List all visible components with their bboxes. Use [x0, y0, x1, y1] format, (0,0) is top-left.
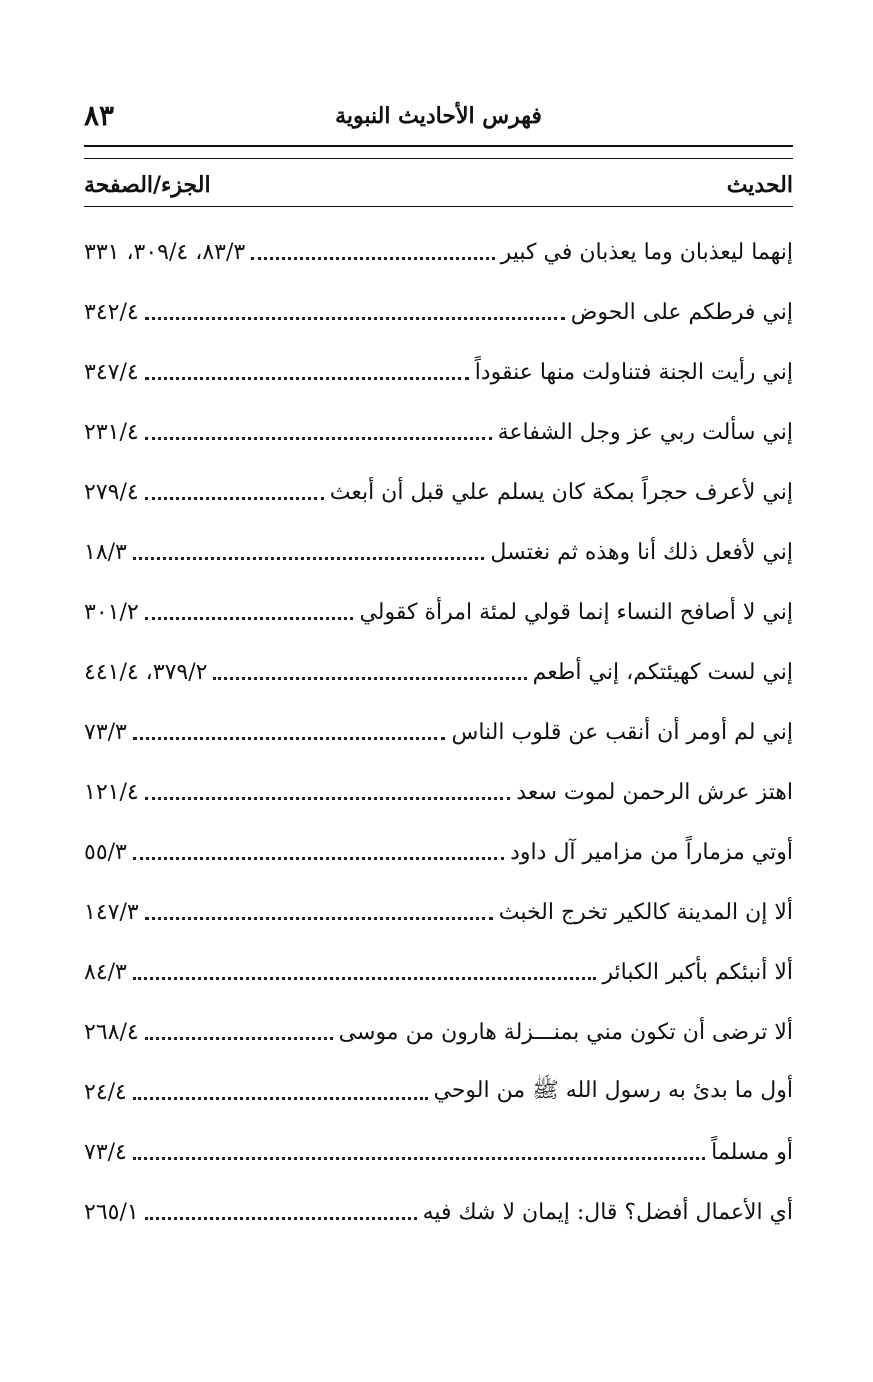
page-number: ٨٣ — [84, 99, 115, 132]
dot-leader — [133, 977, 597, 980]
index-entry — [84, 1122, 793, 1182]
hadith-text: ألا ترضى أن تكون مني بمنـــزلة هارون من موسى — [338, 1019, 793, 1045]
hadith-text: اهتز عرش الرحمن لموت سعد — [516, 779, 793, 805]
column-headers — [84, 166, 793, 204]
volume-page-ref: ٧٣/٤ — [84, 1139, 127, 1165]
index-entry — [84, 882, 793, 942]
index-entry — [84, 462, 793, 522]
dot-leader — [133, 1097, 428, 1100]
index-entry — [84, 762, 793, 822]
hadith-text: إني لأفعل ذلك أنا وهذه ثم نغتسل — [490, 539, 793, 565]
dot-leader — [145, 317, 565, 320]
header-rule-thin — [84, 158, 793, 159]
page-header — [84, 96, 793, 136]
hadith-index-list — [84, 222, 793, 1242]
volume-page-ref: ١٢١/٤ — [84, 779, 139, 805]
index-entry — [84, 282, 793, 342]
hadith-text: أوتي مزماراً من مزامير آل داود — [510, 839, 793, 865]
hadith-text: إنهما ليعذبان وما يعذبان في كبير — [500, 239, 793, 265]
dot-leader — [145, 1037, 333, 1040]
hadith-text: إني لم أومر أن أنقب عن قلوب الناس — [451, 719, 793, 745]
volume-page-ref: ٢٦٥/١ — [84, 1199, 139, 1225]
index-entry — [84, 342, 793, 402]
index-entry — [84, 942, 793, 1002]
column-header-volume-page: الجزء/الصفحة — [84, 172, 211, 198]
index-entry — [84, 222, 793, 282]
index-entry — [84, 1062, 793, 1122]
volume-page-ref: ١٤٧/٣ — [84, 899, 139, 925]
dot-leader — [145, 497, 324, 500]
volume-page-ref: ٨٤/٣ — [84, 959, 127, 985]
hadith-text: أو مسلماً — [711, 1139, 793, 1165]
dot-leader — [133, 1157, 705, 1160]
volume-page-ref: ٢٧٩/٤ — [84, 479, 139, 505]
volume-page-ref: ٣٤٧/٤ — [84, 359, 139, 385]
page-title: فهرس الأحاديث النبوية — [335, 103, 542, 129]
dot-leader — [133, 857, 504, 860]
hadith-text: أول ما بدئ به رسول الله ﷺ من الوحي — [433, 1078, 793, 1103]
dot-leader — [251, 257, 494, 260]
dot-leader — [213, 677, 526, 680]
volume-page-ref: ١٨/٣ — [84, 539, 127, 565]
volume-page-ref: ٢٣١/٤ — [84, 419, 139, 445]
dot-leader — [133, 737, 446, 740]
dot-leader — [145, 437, 492, 440]
index-entry — [84, 1182, 793, 1242]
hadith-text: ألا إن المدينة كالكير تخرج الخبث — [498, 899, 793, 925]
index-entry — [84, 702, 793, 762]
dot-leader — [145, 1217, 417, 1220]
hadith-text: إني فرطكم على الحوض — [570, 299, 793, 325]
dot-leader — [145, 797, 511, 800]
hadith-text: ألا أنبئكم بأكبر الكبائر — [602, 959, 793, 985]
index-entry — [84, 522, 793, 582]
header-rule-thick — [84, 145, 793, 147]
hadith-text: أي الأعمال أفضل؟ قال: إيمان لا شك فيه — [422, 1199, 793, 1225]
hadith-text: إني سألت ربي عز وجل الشفاعة — [497, 419, 793, 445]
dot-leader — [133, 557, 485, 560]
index-entry — [84, 642, 793, 702]
index-entry — [84, 822, 793, 882]
column-header-rule — [84, 206, 793, 207]
volume-page-ref: ٨٣/٣، ٣٠٩/٤، ٣٣١ — [84, 239, 246, 265]
index-entry — [84, 402, 793, 462]
hadith-text: إني لا أصافح النساء إنما قولي لمئة امرأة كقولي — [359, 599, 793, 625]
index-entry — [84, 1002, 793, 1062]
volume-page-ref: ٣٠١/٢ — [84, 599, 139, 625]
volume-page-ref: ٢٦٨/٤ — [84, 1019, 139, 1045]
column-header-hadith: الحديث — [726, 172, 793, 198]
hadith-text: إني رأيت الجنة فتناولت منها عنقوداً — [474, 359, 793, 385]
hadith-text: إني لأعرف حجراً بمكة كان يسلم علي قبل أن أبعث — [329, 479, 793, 505]
volume-page-ref: ٥٥/٣ — [84, 839, 127, 865]
index-entry — [84, 582, 793, 642]
volume-page-ref: ٣٧٩/٢، ٤٤١/٤ — [84, 659, 208, 685]
volume-page-ref: ٣٤٢/٤ — [84, 299, 139, 325]
dot-leader — [145, 917, 493, 920]
hadith-text: إني لست كهيئتكم، إني أطعم — [532, 659, 793, 685]
volume-page-ref: ٧٣/٣ — [84, 719, 127, 745]
volume-page-ref: ٢٤/٤ — [84, 1079, 127, 1105]
dot-leader — [145, 377, 469, 380]
dot-leader — [145, 617, 354, 620]
